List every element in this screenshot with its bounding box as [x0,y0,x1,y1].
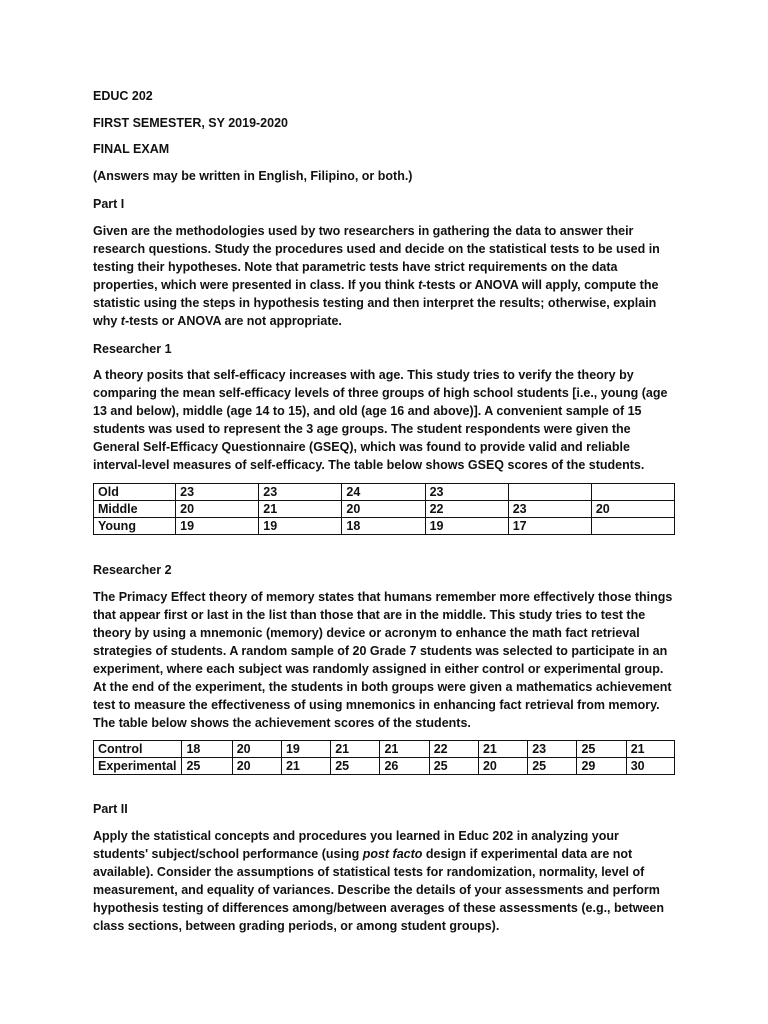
score-cell: 22 [429,741,478,758]
score-cell: 21 [380,741,429,758]
table-row [94,741,675,758]
row-label-cell: Experimental [94,758,182,775]
part1-instructions [93,222,677,330]
row-label-cell: Young [94,518,176,535]
researcher2-table-body [94,741,675,775]
score-cell: 20 [478,758,527,775]
table-row [94,758,675,775]
score-cell: 19 [259,518,342,535]
score-cell: 20 [176,501,259,518]
researcher1-table [93,483,675,535]
score-cell: 23 [425,484,508,501]
score-cell: 21 [259,501,342,518]
score-cell [508,484,591,501]
score-cell [591,518,674,535]
part2-instructions [93,827,677,935]
table-row [94,518,675,535]
score-cell: 23 [528,741,577,758]
part1-title: Part I [93,197,125,211]
score-cell: 30 [626,758,674,775]
score-cell: 21 [331,741,380,758]
score-cell: 18 [342,518,425,535]
table-row [94,484,675,501]
part2-title: Part II [93,802,128,816]
score-cell: 22 [425,501,508,518]
score-cell: 19 [281,741,330,758]
researcher2-description: The Primacy Effect theory of memory states that humans remember more effectively those things that appear first or last in the list than those that are in the middle. This study tries to test the theory by using a mnemonic (memory) device or acronym to enhance the math fact retrieval strategies of students. A random sample of 20 Grade 7 students was selected to participate in an experiment, where each subject was randomly assigned in either control or experimental group. At the end of the experiment, the students in both groups were given a mathematics achievement test to measure the effectiveness of using mnemonics in enhancing fact retrieval from memory. The table below shows the achievement scores of the students. [93,590,673,730]
score-cell: 19 [425,518,508,535]
score-cell: 23 [508,501,591,518]
part1-intro-a: Given are the methodologies used by two researchers in gathering the data to answer their research questions. Study the procedures used and decide on the statistical tests to be used in testing their hypotheses. Note that parametric tests have strict requirements on the data properties, which were presented in class. If you think [93,224,660,292]
score-cell: 25 [182,758,232,775]
part1-intro-t2: t [120,314,125,328]
row-label-cell: Old [94,484,176,501]
score-cell: 23 [176,484,259,501]
part2-text-a: Apply the statistical concepts and procedures you learned in Educ 202 in analyzing your students' subject/school performance (using [93,829,619,861]
score-cell: 19 [176,518,259,535]
score-cell: 21 [626,741,674,758]
part1-intro-c: -tests or ANOVA are not appropriate. [124,314,342,328]
score-cell [591,484,674,501]
score-cell: 17 [508,518,591,535]
part2-text-em: post facto [362,847,423,861]
language-note: (Answers may be written in English, Filipino, or both.) [93,169,413,183]
score-cell: 25 [577,741,626,758]
score-cell: 25 [429,758,478,775]
exam-title: FINAL EXAM [93,142,170,156]
score-cell: 25 [331,758,380,775]
score-cell: 20 [232,758,281,775]
score-cell: 23 [259,484,342,501]
score-cell: 25 [528,758,577,775]
score-cell: 21 [281,758,330,775]
researcher1-title: Researcher 1 [93,342,172,356]
score-cell: 18 [182,741,232,758]
researcher1-description: A theory posits that self-efficacy increases with age. This study tries to verify the theory by comparing the mean self-efficacy levels of three groups of high school students [i.e., young (age 13 and below), middle (age 14 to 15), and old (age 16 and above)]. A convenient sample of 15 students was used to represent the 3 age groups. The student respondents were given the General Self-Efficacy Questionnaire (GSEQ), which was found to provide valid and reliable interval-level measures of self-efficacy. The table below shows GSEQ scores of the students. [93,368,668,472]
score-cell: 26 [380,758,429,775]
part1-intro-b: -tests or ANOVA will apply, compute the statistic using the steps in hypothesis testing and then interpret the results; otherwise, explain why [93,278,659,328]
score-cell: 29 [577,758,626,775]
score-cell: 20 [342,501,425,518]
row-label-cell: Control [94,741,182,758]
course-code: EDUC 202 [93,89,153,103]
score-cell: 21 [478,741,527,758]
part1-intro-t1: t [418,278,423,292]
semester-line: FIRST SEMESTER, SY 2019-2020 [93,116,288,130]
researcher2-title: Researcher 2 [93,563,172,577]
part2-text-b: design if experimental data are not available). Consider the assumptions of statistical tests for randomization, normality, level of measurement, and equality of variances. Describe the details of your assessments and perform hypothesis testing of differences among/between averages of these assessments (e.g., between class sections, between grading periods, or among student groups). [93,847,665,933]
score-cell: 24 [342,484,425,501]
researcher2-table [93,740,675,775]
score-cell: 20 [232,741,281,758]
row-label-cell: Middle [94,501,176,518]
table-row [94,501,675,518]
score-cell: 20 [591,501,674,518]
researcher1-table-body [94,484,675,535]
